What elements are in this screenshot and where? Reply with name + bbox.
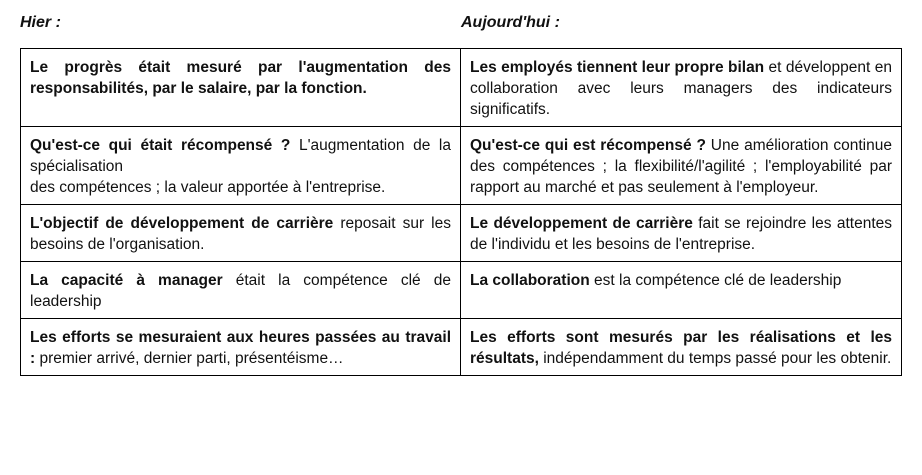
comparison-table bbox=[20, 48, 902, 376]
table-row bbox=[21, 319, 902, 376]
cell-text: et développent en collaboration avec leurs managers des indicateurs significatifs. bbox=[470, 59, 892, 118]
cell-text: L'augmentation de la spécialisation bbox=[30, 137, 451, 175]
cell-bold-text: Qu'est-ce qui était récompensé ? bbox=[30, 137, 291, 154]
cell-today bbox=[461, 262, 902, 319]
table-row bbox=[21, 205, 902, 262]
cell-bold-text: Qu'est-ce qui est récompensé ? bbox=[470, 137, 706, 154]
cell-text: était la compétence clé de leadership bbox=[30, 272, 451, 310]
cell-today bbox=[461, 49, 902, 127]
cell-yesterday bbox=[21, 205, 461, 262]
cell-bold-text: Le progrès était mesuré par l'augmentation des responsabilités, par le salaire, par la fonction. bbox=[30, 59, 451, 97]
header-yesterday: Hier : bbox=[20, 14, 61, 31]
cell-today bbox=[461, 127, 902, 205]
cell-text-line: des compétences ; la valeur apportée à l'entreprise. bbox=[30, 179, 386, 196]
cell-text: est la compétence clé de leadership bbox=[589, 272, 842, 289]
header-today: Aujourd'hui : bbox=[461, 14, 560, 31]
table-row bbox=[21, 127, 902, 205]
cell-text: fait se rejoindre les attentes de l'individu et les besoins de l'entreprise. bbox=[470, 215, 893, 253]
cell-bold-text: Les efforts se mesuraient aux heures passées au travail : bbox=[30, 329, 451, 367]
cell-yesterday bbox=[21, 319, 461, 376]
cell-yesterday bbox=[21, 127, 461, 205]
cell-text: indépendamment du temps passé pour les obtenir. bbox=[538, 350, 892, 367]
cell-bold-text: La collaboration bbox=[470, 272, 590, 289]
cell-text: Une amélioration continue des compétences ; la flexibilité/l'agilité ; l'employabilité par rapport au marché et pas seulement à l'employeur. bbox=[470, 137, 892, 196]
cell-text: premier arrivé, dernier parti, présentéisme… bbox=[35, 350, 344, 367]
cell-yesterday bbox=[21, 262, 461, 319]
cell-today bbox=[461, 205, 902, 262]
table-row bbox=[21, 49, 902, 127]
table-row bbox=[21, 262, 902, 319]
cell-bold-text: L'objectif de développement de carrière bbox=[30, 215, 334, 232]
cell-bold-text: Les efforts sont mesurés par les réalisations et les résultats, bbox=[470, 329, 892, 367]
cell-bold-text: Le développement de carrière bbox=[470, 215, 693, 232]
cell-bold-text: Les employés tiennent leur propre bilan bbox=[470, 59, 765, 76]
column-headers bbox=[20, 13, 900, 35]
cell-bold-text: La capacité à manager bbox=[30, 272, 223, 289]
cell-text: reposait sur les besoins de l'organisation. bbox=[30, 215, 451, 253]
cell-yesterday bbox=[21, 49, 461, 127]
cell-today bbox=[461, 319, 902, 376]
